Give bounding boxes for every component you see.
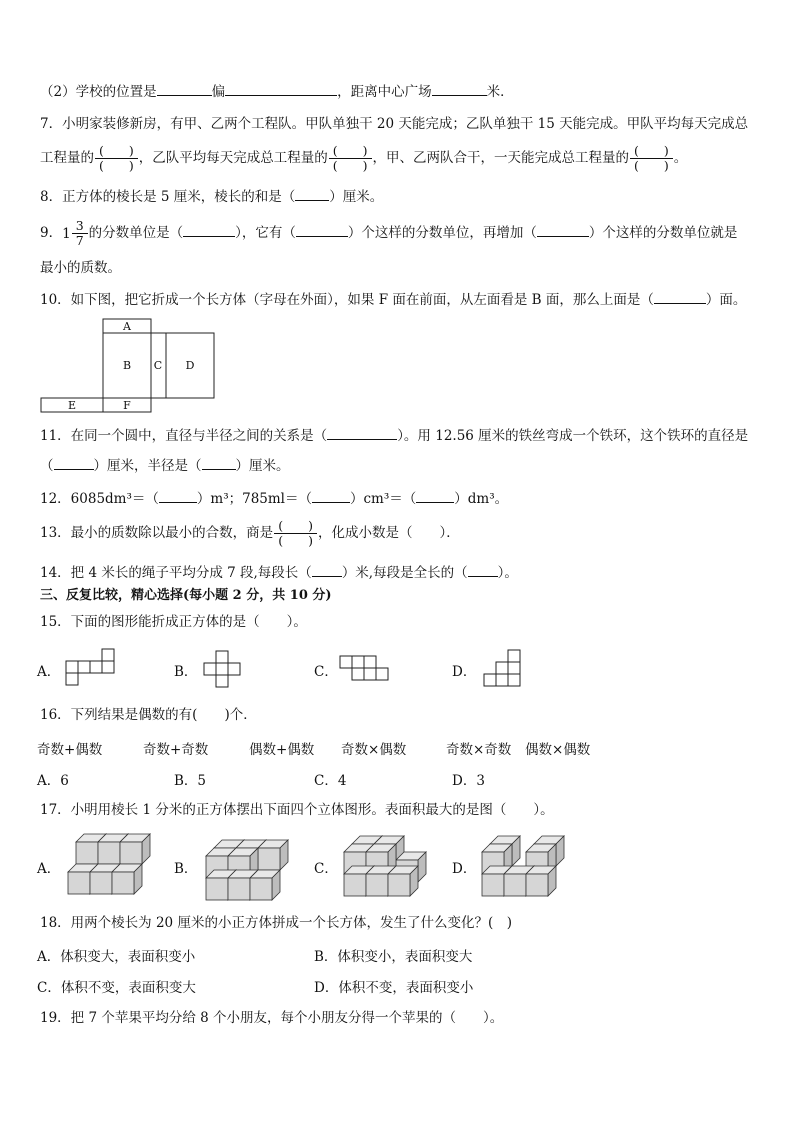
option-label: C． [314,664,338,680]
label-e: E [67,399,77,412]
q18-stem: 18．用两个棱长为 20 厘米的小正方体拼成一个长方体，发生了什么变化？( ) [40,915,512,931]
fraction [72,219,88,248]
q15-option-a[interactable] [37,660,60,680]
q14-text-c: ）。 [497,565,518,581]
option-label: B． [174,861,198,877]
question-12 [40,488,508,509]
label-d: D [185,359,195,372]
q9-text-c: ）个这样的分数单位，再增加（ [347,225,537,241]
blank [202,455,236,470]
question-18 [40,913,512,933]
q12-text-d: ）dm³。 [454,491,509,507]
blank [432,81,487,96]
option-label: C． [314,861,338,877]
q6-text-c: ，距离中心广场 [337,84,432,100]
blank [654,289,706,304]
cube-figure-b [204,832,296,904]
q11-text-c: （ [40,458,54,474]
numerator: ( ) [329,144,372,159]
option-label: A．体积变大，表面积变小 [37,949,196,965]
q18-option-c[interactable] [37,976,196,996]
q6-text-d: 米． [486,84,514,100]
q11-text-e: ）厘米。 [235,458,290,474]
q16-option-a[interactable] [37,769,69,789]
q17-stem: 17．小明用棱长 1 分米的正方体摆出下面四个立体图形。表面积最大的是图（ ）。 [40,802,554,818]
blank [468,562,498,577]
q13-text-b: ，化成小数是（ ）． [317,525,460,541]
q18-option-b[interactable] [314,945,472,965]
q16-expr-3: 偶数+偶数 [249,742,315,758]
mixed-number [62,216,89,251]
numerator: ( ) [274,519,317,534]
blank [159,488,197,503]
label-c: C [153,359,163,372]
q10-text-b: ）面。 [705,292,747,308]
q16-expr-6: 偶数×偶数 [525,742,591,758]
denominator: ( ) [332,158,368,173]
section-3-heading [40,586,332,606]
option-label: A． [37,861,61,877]
q8-text-a: 8．正方体的棱长是 5 厘米，棱长的和是（ [40,189,296,205]
q8-text-b: ）厘米。 [329,189,384,205]
cube-figure-c [342,832,434,904]
q11-text-b: ）。用 12.56 厘米的铁丝弯成一个铁环，这个铁环的直径是 [397,428,749,444]
q16-stem: 16．下列结果是偶数的有( )个． [40,707,257,723]
question-10 [40,289,746,310]
numerator: 3 [72,219,88,234]
question-14 [40,562,518,583]
label-b: B [122,359,132,372]
label-a: A [123,320,131,333]
numerator: ( ) [630,144,673,159]
question-11-line2 [40,455,290,476]
q16-expr-4: 奇数×偶数 [341,742,407,758]
question-19 [40,1008,503,1028]
q15-stem: 15．下面的图形能折成正方体的是（ ）。 [40,614,307,630]
question-16 [40,705,257,725]
q14-text-b: ）米,每段是全长的（ [341,565,468,581]
q10-text-a: 10．如下图，把它折成一个长方体（字母在外面），如果 F 面在前面，从左面看是 B 面，那么上面是（ [40,292,654,308]
q15-option-d[interactable] [452,660,476,680]
option-label: B．体积变小，表面积变大 [314,949,473,965]
net-figure-a [64,648,118,688]
label-f: F [123,399,131,412]
q7-text-c: ，甲、乙两队合干，一天能完成总工程量的 [372,150,630,166]
fraction [95,144,138,173]
q16-option-d[interactable] [452,769,485,789]
question-13 [40,513,460,553]
question-15 [40,612,307,632]
question-7-line2 [40,142,687,174]
q7-text-a: 工程量的 [40,150,94,166]
q9-text-line2: 最小的质数。 [40,260,121,276]
q6-text-a: （2）学校的位置是 [40,84,157,100]
q17-option-c[interactable] [314,857,338,877]
q11-text-a: 11．在同一个圆中，直径与半径之间的关系是（ [40,428,328,444]
blank [312,488,350,503]
option-label: A．6 [37,773,69,789]
cuboid-net-diagram [40,316,220,416]
q17-option-a[interactable] [37,857,60,877]
q12-text-a: 12．6085dm³＝（ [40,491,159,507]
question-11 [40,425,748,446]
q17-option-d[interactable] [452,857,476,877]
option-label: C．体积不变，表面积变大 [37,980,196,996]
option-label: D． [452,861,477,877]
option-label: B． [174,664,198,680]
option-label: D．3 [452,773,485,789]
question-6-part-2 [40,81,514,102]
question-9-line2 [40,258,121,278]
q7-text: 7．小明家装修新房，有甲、乙两个工程队。甲队单独干 20 天能完成；乙队单独干 15 天能完成。甲队平均每天完成总 [40,116,749,132]
question-17 [40,800,554,820]
q15-option-b[interactable] [174,660,197,680]
q9-text-a: 的分数单位是（ [88,225,184,241]
q17-option-b[interactable] [174,857,197,877]
blank [537,222,589,237]
q16-option-c[interactable] [314,769,346,789]
option-label: D．体积不变，表面积变小 [314,980,474,996]
blank [157,81,212,96]
blank [327,425,397,440]
cube-figure-a [66,832,158,904]
q16-expr-2: 奇数+奇数 [143,742,209,758]
section-3-title: 三、反复比较，精心选择(每小题 2 分，共 10 分) [40,588,332,603]
q12-text-b: ）m³；785ml＝（ [196,491,312,507]
q7-text-d: 。 [673,150,688,166]
q18-option-a[interactable] [37,945,195,965]
q16-expr-5: 奇数×奇数 [446,742,512,758]
option-label: C．4 [314,773,347,789]
denominator: 7 [75,233,84,249]
net-figure-b [203,650,243,690]
numerator: ( ) [95,144,138,159]
denominator: ( ) [634,158,669,173]
q13-text-a: 13．最小的质数除以最小的合数，商是 [40,525,274,541]
q12-text-c: ）cm³＝（ [350,491,417,507]
question-8 [40,186,383,207]
q6-text-b: 偏 [211,84,226,100]
option-label: B．5 [174,773,207,789]
blank [225,81,337,96]
blank [183,222,235,237]
q7-text-b: ，乙队平均每天完成总工程量的 [138,150,328,166]
blank [295,186,329,201]
whole-part: 1 [62,225,71,242]
q18-option-d[interactable] [314,976,473,996]
q16-expr-1: 奇数+偶数 [37,742,103,758]
blank [296,222,348,237]
blank [312,562,342,577]
q9-text-d: ）个这样的分数单位就是 [588,225,738,241]
question-9 [40,216,737,251]
blank [416,488,454,503]
fraction [630,144,673,173]
option-label: A． [37,664,61,680]
q15-option-c[interactable] [314,660,338,680]
q9-number: 9． [40,225,63,241]
fraction [329,144,372,173]
net-figure-c [339,655,393,683]
denominator: ( ) [99,158,134,173]
question-7-line1 [40,114,748,134]
fraction [274,519,317,548]
q9-text-b: ），它有（ [235,225,296,241]
denominator: ( ) [278,533,313,548]
q16-option-b[interactable] [174,769,206,789]
q19-stem: 19．把 7 个苹果平均分给 8 个小朋友，每个小朋友分得一个苹果的（ ）。 [40,1010,504,1026]
cube-figure-d [480,832,572,904]
blank [54,455,94,470]
q14-text-a: 14．把 4 米长的绳子平均分成 7 段,每段长（ [40,565,312,581]
net-figure-d [483,649,525,691]
q11-text-d: ）厘米，半径是（ [93,458,202,474]
option-label: D． [452,664,477,680]
